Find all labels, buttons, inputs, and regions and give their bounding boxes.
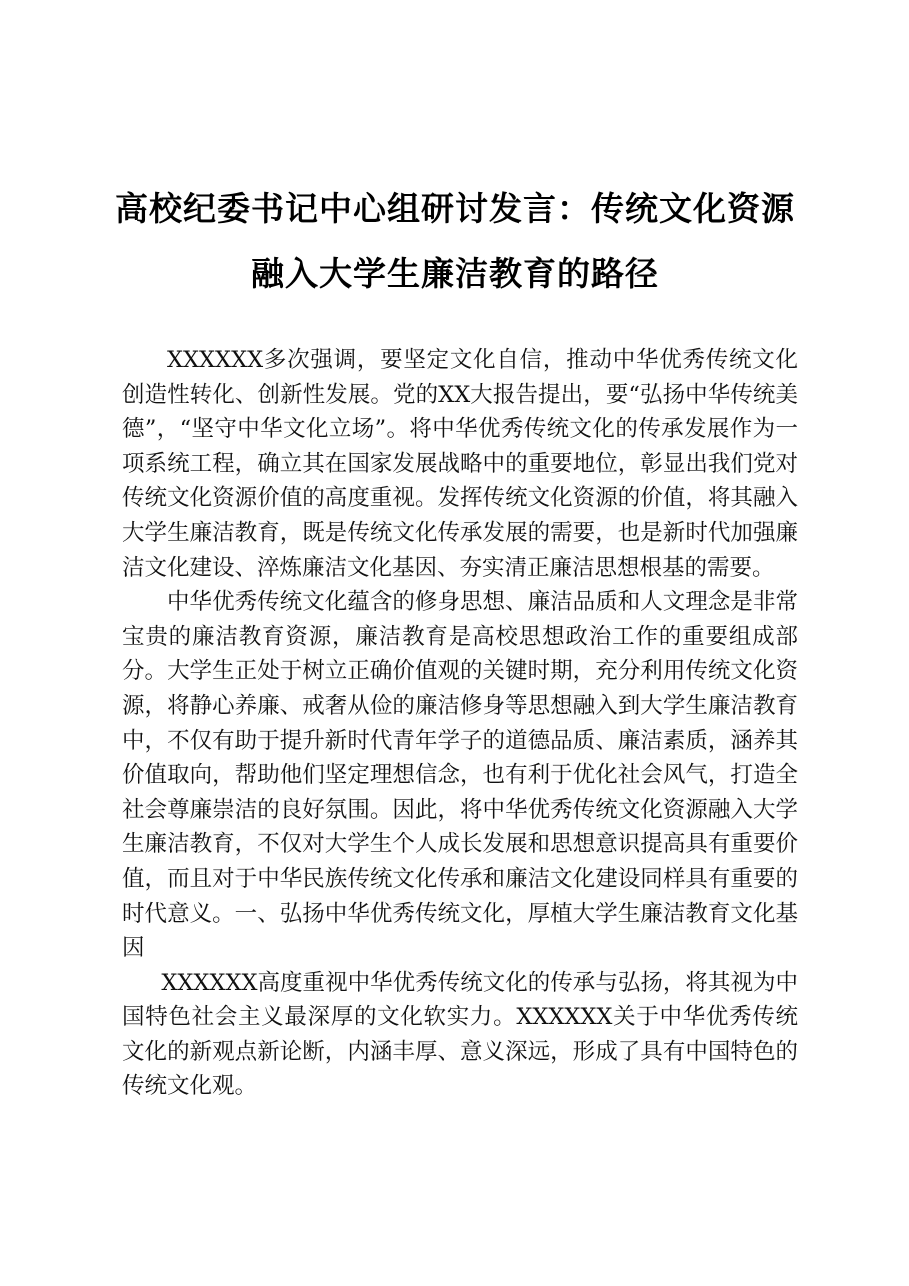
paragraph-1: XXXXXX多次强调，要坚定文化自信，推动中华优秀传统文化创造性转化、创新性发展。党的XX大报告提出，要“弘扬中华传统美德”，“坚守中华文化立场”。将中华优秀传统文化的传承发展作为一项系统工程，确立其在国家发展战略中的重要地位，彰显出我们党对传统文化资源价值的高度重视。发挥传统文化资源的价值，将其融入大学生廉洁教育，既是传统文化传承发展的需要，也是新时代加强廉洁文化建设、淬炼廉洁文化基因、夯实清正廉洁思想根基的需要。 — [122, 347, 798, 581]
document-title-line-1: 高校纪委书记中心组研讨发言：传统文化资源 — [115, 189, 795, 228]
document-title-line-2: 融入大学生廉洁教育的路径 — [251, 254, 659, 293]
paragraph-2: 中华优秀传统文化蕴含的修身思想、廉洁品质和人文理念是非常宝贵的廉洁教育资源，廉洁教育是高校思想政治工作的重要组成部分。大学生正处于树立正确价值观的关键时期，充分利用传统文化资源，将静心养廉、戒奢从俭的廉洁修身等思想融入到大学生廉洁教育中，不仅有助于提升新时代青年学子的道德品质、廉洁素质，涵养其价值取向，帮助他们坚定理想信念，也有利于优化社会风气，打造全社会尊廉崇洁的良好氛围。因此，将中华优秀传统文化资源融入大学生廉洁教育，不仅对大学生个人成长发展和思想意识提高具有重要价值，而且对于中华民族传统文化传承和廉洁文化建设同样具有重要的时代意义。一、弘扬中华优秀传统文化，厚植大学生廉洁教育文化基因 — [122, 589, 798, 962]
document-body — [122, 343, 798, 1104]
paragraph-3: XXXXXX高度重视中华优秀传统文化的传承与弘扬，将其视为中国特色社会主义最深厚的文化软实力。XXXXXX关于中华优秀传统文化的新观点新论断，内涵丰厚、意义深远，形成了具有中国特色的传统文化观。 — [122, 969, 798, 1100]
